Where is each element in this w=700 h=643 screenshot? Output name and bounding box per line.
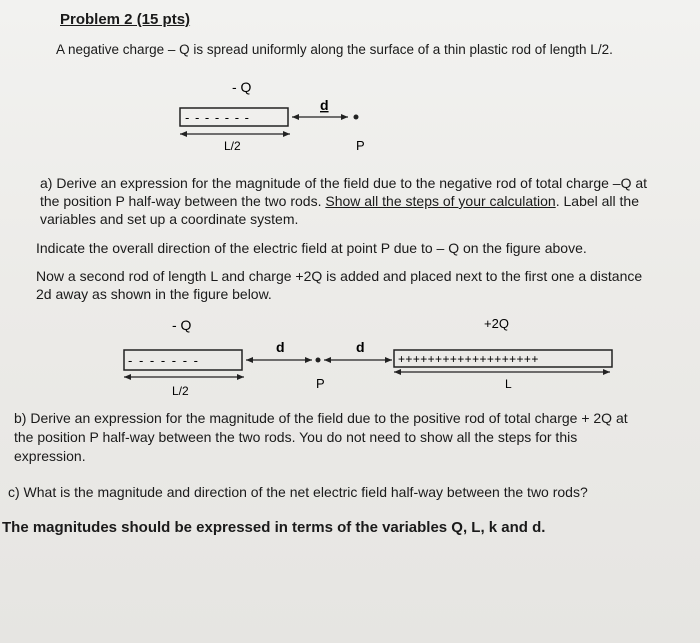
part-a-line-1: a) Derive an expression for the magnitude of the field due to the negative rod of total charge –Q at [40,175,648,191]
part-a-line-2: the position P half-way between the two rods. Show all the steps of your calculation. Label all the [40,193,640,209]
fig2-neg-rod-signs: - - - - - - - [128,353,200,368]
part-a-line-3: variables and set up a coordinate system. [40,211,299,227]
part-b-line-3: expression. [14,448,86,464]
fig1-rod-signs: - - - - - - - [185,110,250,125]
second-rod-line-1: Now a second rod of length L and charge +2Q is added and placed next to the first one a distance [36,268,643,284]
fig2-neg-length-arrowhead-right [237,374,244,380]
fig2-pos-length-label: L [505,377,512,391]
fig2-d-right-label: d [356,339,365,355]
closing-instruction: The magnitudes should be expressed in terms of the variables Q, L, k and d. [2,519,546,536]
fig2-neg-length-label: L/2 [172,384,189,398]
part-b-line-1: b) Derive an expression for the magnitude of the field due to the positive rod of total charge + 2Q at [14,410,628,426]
fig2-d-left-arrowhead-left [246,357,253,363]
fig2-pos-charge-label: +2Q [484,316,509,331]
fig2-d-right-arrowhead-right [385,357,392,363]
fig2-d-left-label: d [276,339,285,355]
fig2-point-label: P [316,376,325,391]
fig1-point-label: P [356,138,365,153]
problem-intro: A negative charge – Q is spread uniformly along the surface of a thin plastic rod of length L/2. [56,42,613,57]
direction-instruction: Indicate the overall direction of the electric field at point P due to – Q on the figure above. [36,240,587,256]
fig1-d-label: d [320,97,329,113]
part-c-line-1: c) What is the magnitude and direction of the net electric field half-way between the two rods? [8,484,588,500]
part-b-line-2: the position P half-way between the two rods. You do not need to show all the steps for this [14,429,578,445]
fig2-pos-length-arrowhead-left [394,369,401,375]
fig2-d-right-arrowhead-left [324,357,331,363]
fig2-pos-rod-signs: +++++++++++++++++++ [398,352,539,366]
fig2-neg-charge-label: - Q [172,317,192,333]
fig2-neg-length-arrowhead-left [124,374,131,380]
fig2-point-p-dot [316,358,321,363]
fig1-charge-label: - Q [232,79,252,95]
fig2-pos-length-arrowhead-right [603,369,610,375]
fig1-length-label: L/2 [224,139,241,153]
fig2-d-left-arrowhead-right [305,357,312,363]
problem-title: Problem 2 (15 pts) [60,11,191,28]
second-rod-line-2: 2d away as shown in the figure below. [36,286,272,302]
